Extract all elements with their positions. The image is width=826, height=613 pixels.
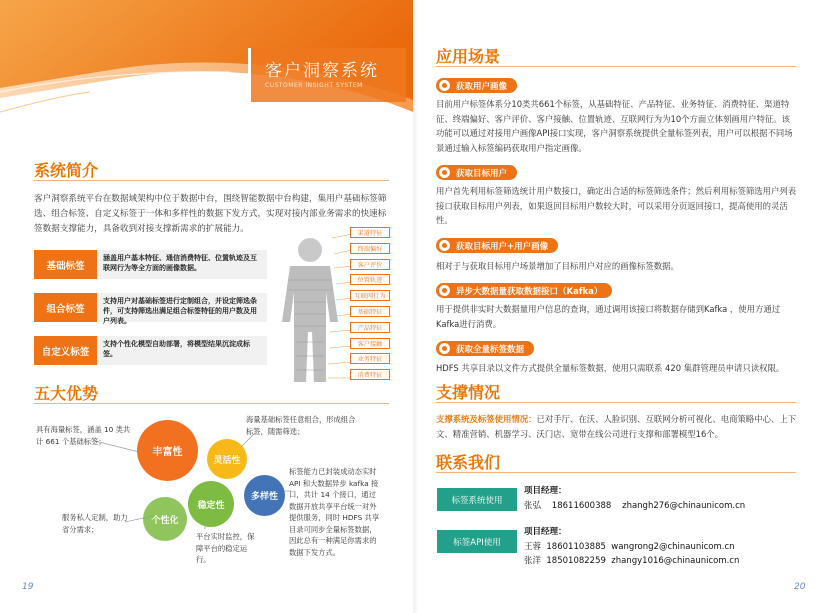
note-rich: 具有海量标签，涵盖 10 类共计 661 个基础标签； xyxy=(36,425,131,446)
note-stable: 平台实时监控，保障平台的稳定运行。 xyxy=(196,532,255,564)
figure-tag: 渠道特征 xyxy=(350,227,390,238)
contact-tag-api-button[interactable]: 标签API使用 xyxy=(437,530,517,553)
scenarios-divider xyxy=(436,66,796,67)
contact-2-title: 项目经理： xyxy=(524,527,567,537)
label-custom-desc: 支持个性化模型自助部署，将模型结果沉淀成标签。 xyxy=(97,336,267,365)
contact-1-title: 项目经理： xyxy=(524,486,567,496)
scenario-2-body: 用户首先利用标签筛选统计用户数接口，确定出合适的标签筛选条件；然后利用标签筛选用户列表接口获取目标用户列表，如果返回目标用户数较大时，可以采用分页返回接口，提高使用的灵活性。 xyxy=(436,186,797,225)
figure-tag: 消费特征 xyxy=(350,369,390,380)
page-number-right: 20 xyxy=(794,582,806,592)
figure-tag: 位置轨迹 xyxy=(350,274,390,285)
note-flexible: 海量基础标签任意组合，形成组合标签，随需筛选； xyxy=(246,415,356,436)
intro-body: 客户洞察系统平台在数据域架构中位于数据中台，围绕智能数据中台构建，集用户基础标签筛选、组合标签、自定义标签于一体和多样性的数据下发方式，实现对接内部业务需求的快速标签数据支撑能力，具备收到对接支撑新需求的扩展能力。 xyxy=(34,194,387,234)
contact-1-line: 张弘 18611600388 zhangh276@chinaunicom.cn xyxy=(524,501,746,511)
support-divider xyxy=(436,402,796,403)
figure-tag: 业务特征 xyxy=(350,353,390,364)
pill-dot-icon xyxy=(439,167,450,178)
scenario-1-body: 目前用户标签体系分10类共661个标签，从基础特征、产品特征、业务特征、消费特征、渠道特征、终端偏好、客户评价、客户接触、位置轨迹、互联网行为为10个方面立体刻画用户特征。该功能可以通过对接用户画像API接口实现，客户洞察系统提供全量标签列表，用户可以根据不同场景通过输入标签编码获取用户指定画像。 xyxy=(436,99,793,153)
advantages-heading: 五大优势 xyxy=(34,384,99,403)
contact-2-line-2: 张洋 18501082259 zhangy1016@chinaunicom.cn xyxy=(524,556,740,566)
support-heading: 支撑情况 xyxy=(436,383,501,402)
pill-dot-icon xyxy=(439,343,450,354)
figure-tag: 终端偏好 xyxy=(350,243,390,254)
scenario-1-pill xyxy=(436,78,517,93)
scenario-3-title: 获取目标用户+用户画像 xyxy=(456,241,549,252)
support-body xyxy=(436,412,798,441)
advantages-divider xyxy=(34,403,389,404)
pill-dot-icon xyxy=(439,80,450,91)
person-figure xyxy=(268,232,352,392)
support-text: 已对手厅、在沃、人脸识别、互联网分析可视化、电商策略中心、上下文、精准营销、机器学习、沃门店、宽带在线公司进行支撑和部署模型16个。 xyxy=(436,414,797,439)
bubble-personal: 个性化 xyxy=(143,497,187,541)
page-number-left: 19 xyxy=(22,582,34,592)
label-combo-desc: 支持用户对基础标签进行定制组合，并设定筛选条件，可支持筛选出满足组合标签特征的用户数及用户列表。 xyxy=(97,293,267,322)
scenario-3-pill xyxy=(436,238,558,253)
note-diverse: 标签能力已封装成动态实时 API 和大数据异步 kafka 接口，共计 14 个接口，通过数据开放共享平台统一对外提供服务，同时 HDFS 共享目录可同步全量标签数据，因此总有一种满足你需求的数据下发方式。 xyxy=(289,467,380,557)
intro-divider xyxy=(34,180,389,181)
scenario-4-pill xyxy=(436,283,612,298)
pill-dot-icon xyxy=(439,240,450,251)
contact-2-line-1: 王蓉 18601103885 wangrong2@chinaunicom.cn xyxy=(524,542,735,552)
note-personal: 服务私人定制，助力省分需求； xyxy=(62,513,128,534)
figure-tag: 互联网行为 xyxy=(350,290,390,301)
contact-divider xyxy=(436,472,796,473)
bubble-flexible: 灵活性 xyxy=(207,439,247,479)
scenarios-heading: 应用场景 xyxy=(436,47,501,66)
scenario-3-body: 相对于与获取目标用户场景增加了目标用户对应的画像标签数据。 xyxy=(436,261,679,271)
label-combo-button: 组合标签 xyxy=(34,293,97,322)
label-basic-desc: 涵盖用户基本特征、通信消费特征、位置轨迹及互联网行为等全方面的画像数据。 xyxy=(97,250,267,279)
figure-tag: 客户评价 xyxy=(350,259,390,270)
scenario-5-title: 获取全量标签数据 xyxy=(456,344,525,355)
label-basic-button: 基础标签 xyxy=(34,250,97,279)
system-title: 客户洞察系统 xyxy=(265,61,379,81)
bubble-diverse: 多样性 xyxy=(244,475,285,516)
scenario-2-pill xyxy=(436,165,517,180)
pill-dot-icon xyxy=(439,285,450,296)
figure-tag: 基础特征 xyxy=(350,306,390,317)
contact-heading: 联系我们 xyxy=(436,453,501,472)
scenario-2-title: 获取目标用户 xyxy=(456,168,508,179)
scenario-1-title: 获取用户画像 xyxy=(456,81,508,92)
system-subtitle: CUSTOMER INSIGHT SYSTEM xyxy=(265,82,363,89)
scenario-4-body: 用于提供非实时大数据量用户信息的查询，通过调用该接口将数据存储到Kafka ，使用方通过Kafka进行消费。 xyxy=(436,304,781,329)
support-lead: 支撑系统及标签使用情况： xyxy=(436,414,537,424)
figure-tag: 客户接触 xyxy=(350,338,390,349)
scenario-4-title: 异步大数据量获取数据接口（Kafka） xyxy=(456,286,603,297)
contact-tag-system-button[interactable]: 标签系统使用 xyxy=(437,488,517,511)
system-title-box xyxy=(248,48,406,102)
scenario-5-pill xyxy=(436,341,534,356)
scenario-5-body: HDFS 共享目录以文件方式提供全量标签数据，使用只需联系 420 集群管理员申请只读权限。 xyxy=(436,363,785,373)
label-custom-button: 自定义标签 xyxy=(34,336,97,365)
intro-heading: 系统简介 xyxy=(34,161,99,180)
figure-tag-list xyxy=(350,227,390,385)
bubble-stable: 稳定性 xyxy=(188,481,234,527)
figure-tag: 产品特征 xyxy=(350,322,390,333)
bubble-rich: 丰富性 xyxy=(137,420,198,481)
